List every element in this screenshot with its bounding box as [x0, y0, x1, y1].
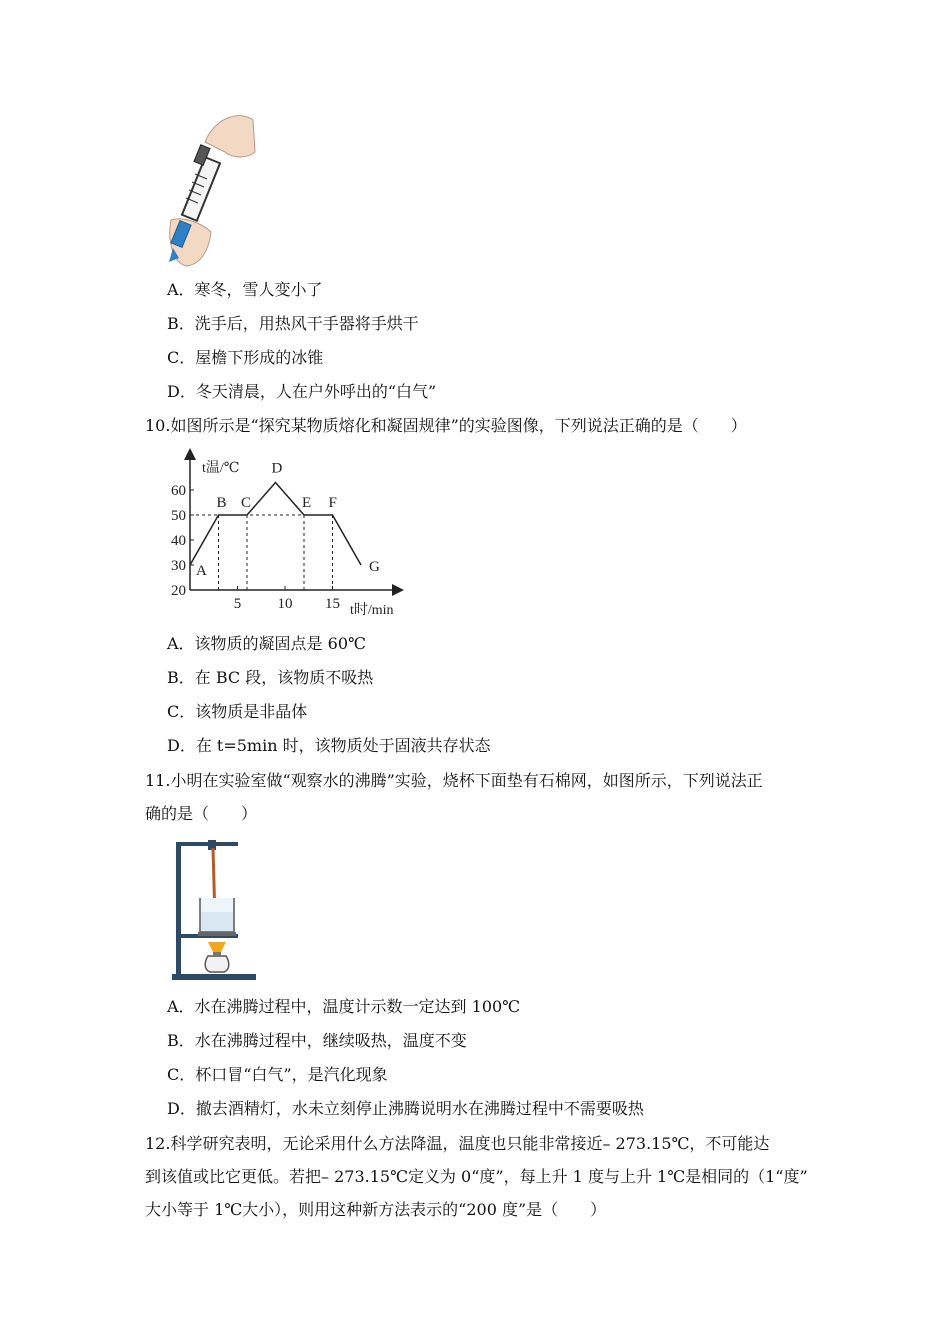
- y-tick-label: 50: [171, 508, 186, 524]
- q12-stem-line-1: 12.科学研究表明，无论采用什么方法降温，温度也只能非常接近– 273.15℃，不可能达: [145, 1134, 770, 1153]
- q10-stem: 10.如图所示是“探究某物质熔化和凝固规律”的实验图像，下列说法正确的是（ ）: [145, 416, 747, 435]
- melting-curve-chart: [160, 448, 410, 623]
- y-tick-label: 40: [171, 533, 186, 549]
- q10-option-d[interactable]: D．在 t=5min 时，该物质处于固液共存状态: [167, 736, 491, 755]
- y-tick-label: 20: [171, 583, 186, 599]
- q9-option-c[interactable]: C．屋檐下形成的冰锥: [167, 348, 324, 367]
- point-label-b: B: [216, 495, 227, 511]
- point-label-f: F: [328, 495, 337, 511]
- x-axis-label: t时/min: [350, 603, 394, 618]
- q11-stem-line-1: 11.小明在实验室做“观察水的沸腾”实验，烧杯下面垫有石棉网，如图所示，下列说法正: [145, 771, 763, 790]
- q10-option-a[interactable]: A．该物质的凝固点是 60℃: [167, 634, 366, 653]
- q10-option-c[interactable]: C．该物质是非晶体: [167, 702, 308, 721]
- q11-option-c[interactable]: C．杯口冒“白气”，是汽化现象: [167, 1065, 388, 1084]
- q10-option-b[interactable]: B．在 BC 段，该物质不吸热: [167, 668, 374, 687]
- x-tick-label: 15: [325, 596, 340, 612]
- q11-stem-line-2: 确的是（ ）: [145, 804, 258, 823]
- q12-stem-line-3: 大小等于 1℃大小），则用这种新方法表示的“200 度”是（ ）: [145, 1200, 607, 1219]
- q11-option-d[interactable]: D．撤去酒精灯，水未立刻停止沸腾说明水在沸腾过程中不需要吸热: [167, 1099, 644, 1118]
- q9-option-d[interactable]: D．冬天清晨，人在户外呼出的“白气”: [167, 382, 437, 401]
- y-tick-label: 60: [171, 483, 186, 499]
- boiling-apparatus-illustration: [168, 838, 260, 984]
- syringe-illustration: [165, 112, 257, 268]
- y-axis-label: t温/℃: [202, 461, 240, 476]
- q9-option-b[interactable]: B．洗手后，用热风干手器将手烘干: [167, 314, 419, 333]
- x-tick-label: 5: [233, 596, 242, 612]
- q11-option-b[interactable]: B．水在沸腾过程中，继续吸热，温度不变: [167, 1031, 467, 1050]
- point-label-d: D: [271, 460, 283, 477]
- q11-option-a[interactable]: A．水在沸腾过程中，温度计示数一定达到 100℃: [167, 997, 521, 1016]
- point-label-g: G: [369, 559, 380, 575]
- point-label-e: E: [302, 495, 312, 511]
- point-label-a: A: [196, 563, 207, 579]
- y-tick-label: 30: [171, 558, 186, 574]
- q9-option-a[interactable]: A．寒冬，雪人变小了: [167, 280, 323, 299]
- point-label-c: C: [241, 495, 252, 511]
- q12-stem-line-2: 到该值或比它更低。若把– 273.15℃定义为 0“度”，每上升 1 度与上升 1℃是相同的（1“度”: [145, 1167, 808, 1186]
- x-tick-label: 10: [277, 596, 293, 612]
